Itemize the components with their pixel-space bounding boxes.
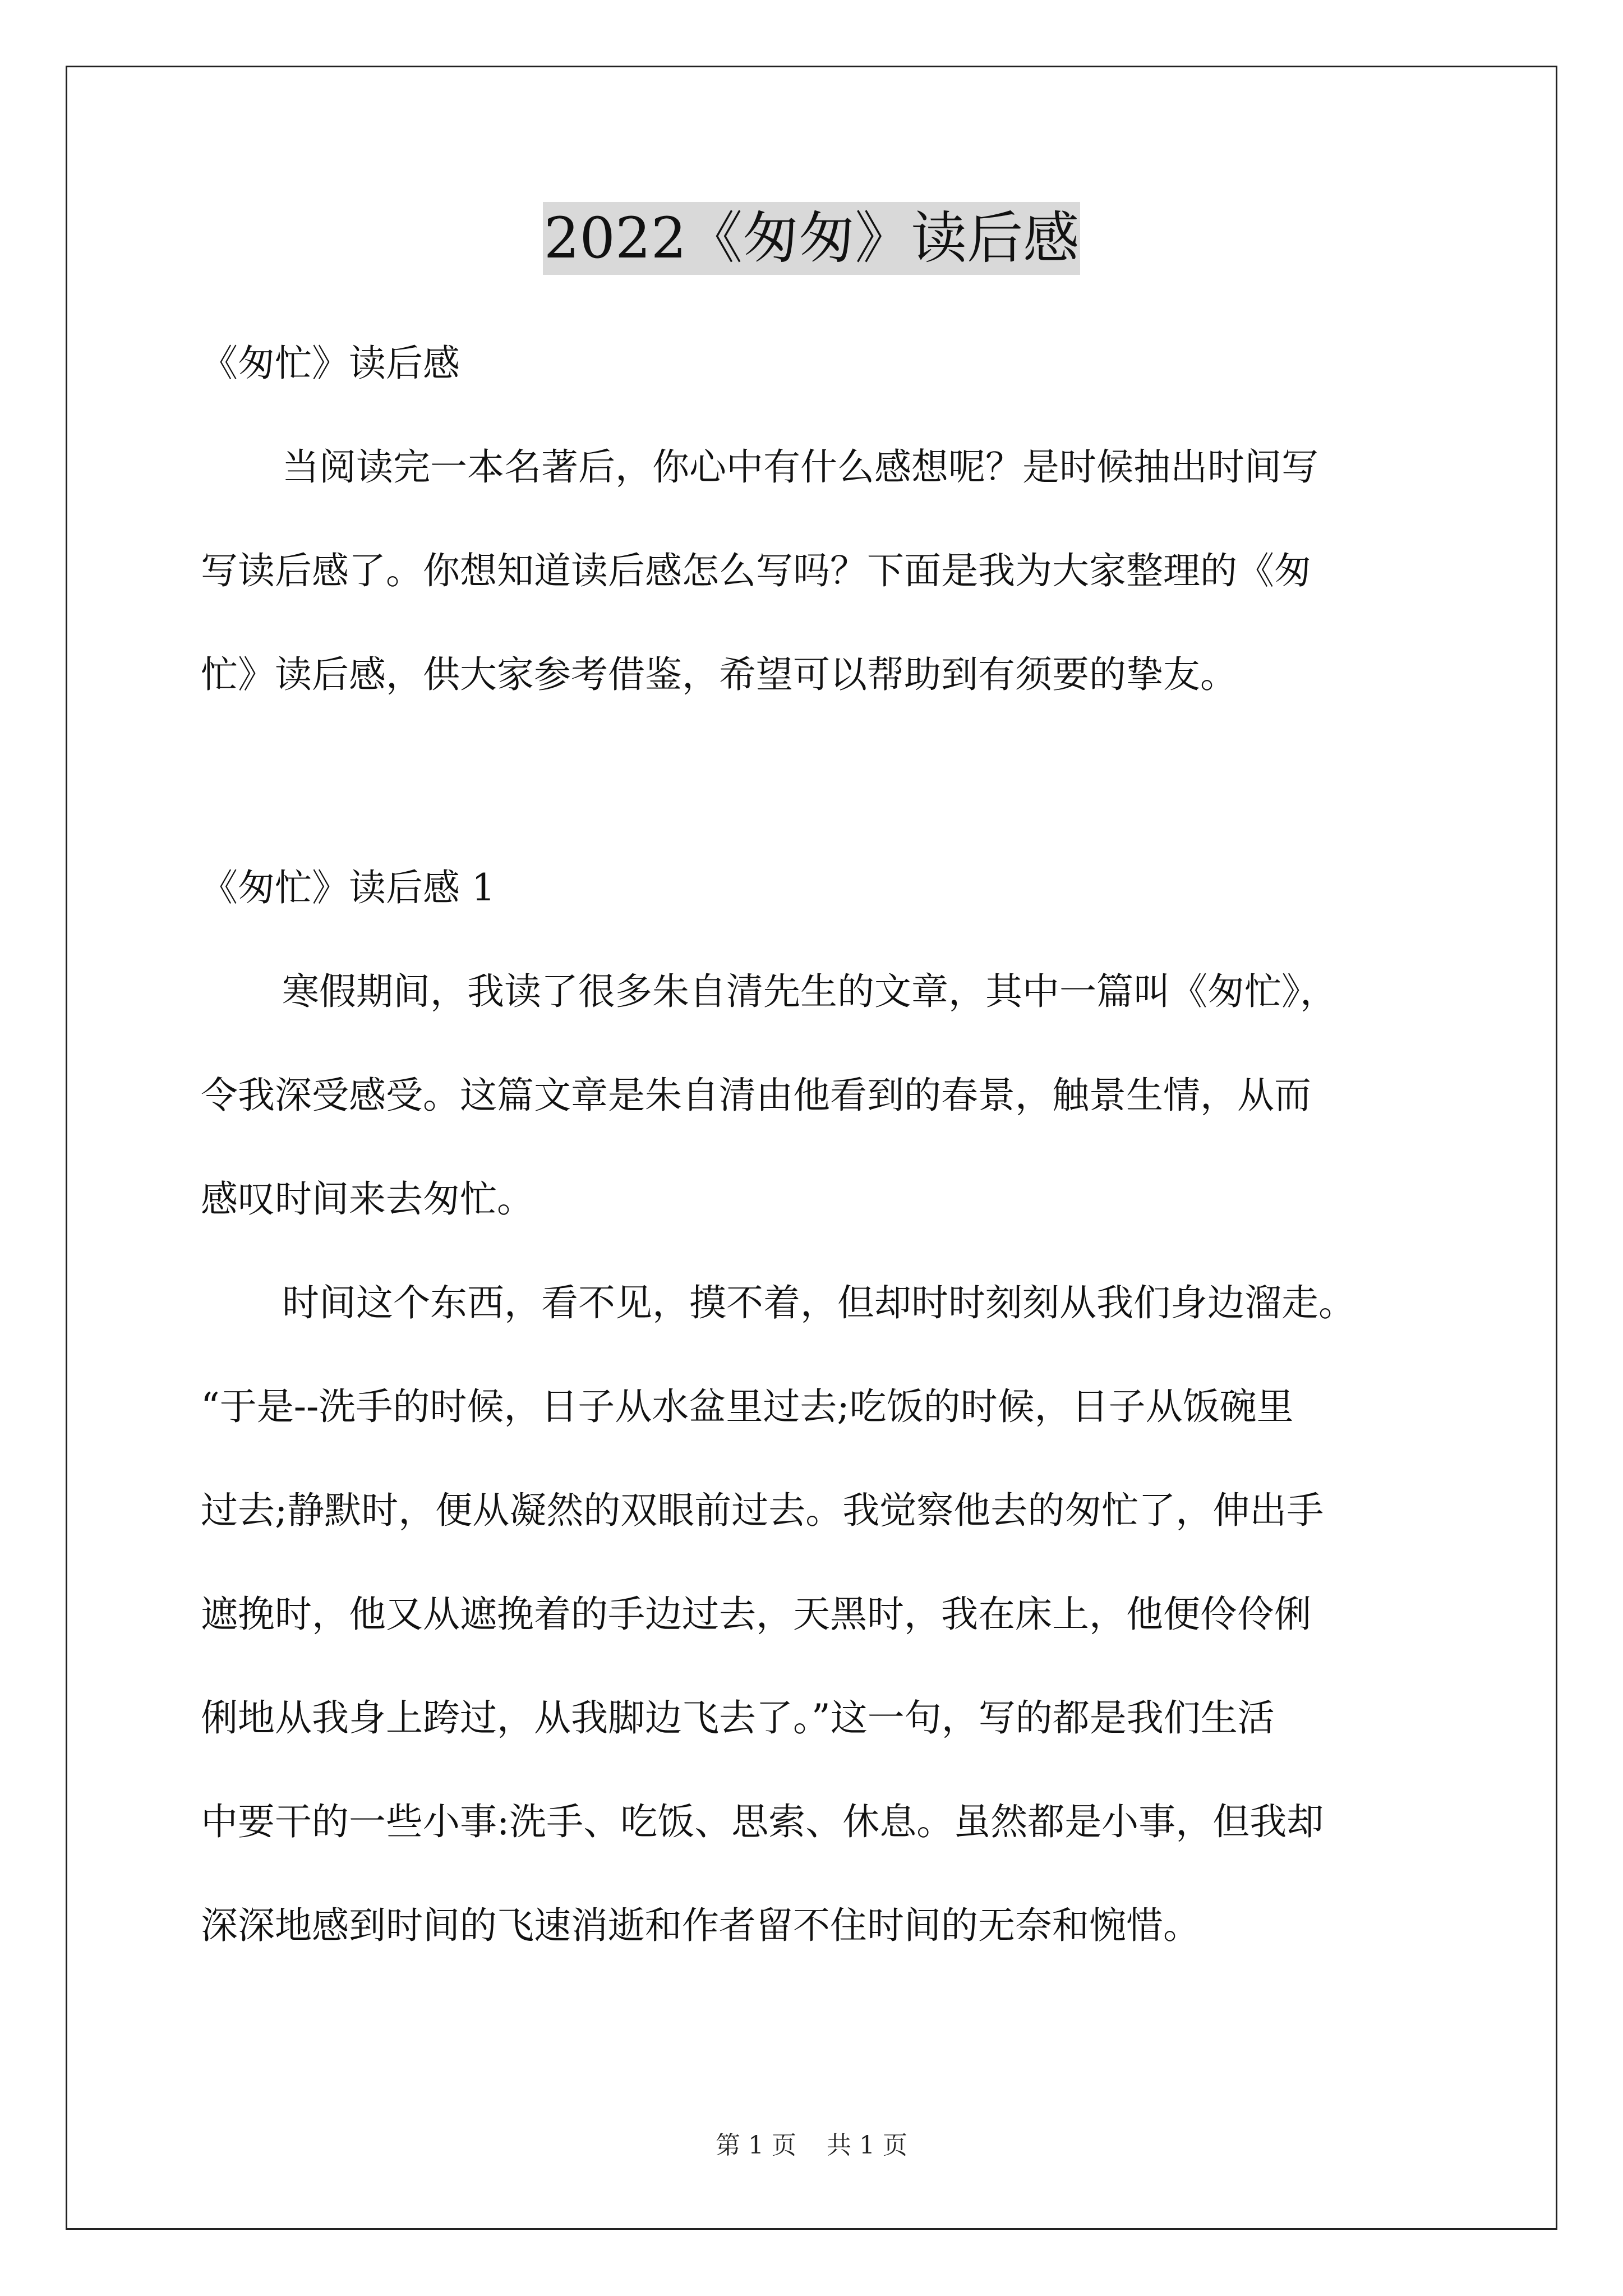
section-spacer — [201, 726, 1435, 836]
section1-heading: 《匆忙》读后感 1 — [201, 866, 495, 909]
intro-heading: 《匆忙》读后感 — [201, 342, 460, 385]
section1-paragraph-2 — [201, 1251, 1435, 1977]
text-line: 深深地感到时间的飞速消逝和作者留不住时间的无奈和惋惜。 — [201, 1904, 1200, 1947]
page-number: 第 1 页 — [716, 2131, 796, 2160]
text-line: 令我深受感受。这篇文章是朱自清由他看到的春景，触景生情，从而 — [201, 1074, 1311, 1117]
document-body — [201, 311, 1435, 1977]
total-pages: 共 1 页 — [827, 2131, 907, 2160]
text-line: 时间这个东西，看不见，摸不着，但却时时刻刻从我们身边溜走。 — [282, 1281, 1355, 1324]
text-line: 俐地从我身上跨过，从我脚边飞去了。”这一句，写的都是我们生活 — [201, 1696, 1275, 1740]
intro-paragraph — [201, 415, 1435, 726]
text-line: 寒假期间，我读了很多朱自清先生的文章，其中一篇叫《匆忙》， — [282, 970, 1337, 1013]
text-line: 遮挽时，他又从遮挽着的手边过去，天黑时，我在床上，他便伶伶俐 — [201, 1593, 1311, 1636]
text-line: 感叹时间来去匆忙。 — [201, 1177, 534, 1221]
page-footer — [0, 2129, 1623, 2162]
text-line: 写读后感了。你想知道读后感怎么写吗？下面是我为大家整理的《匆 — [201, 549, 1311, 592]
section1-paragraph-1 — [201, 940, 1435, 1251]
text-line: 过去;静默时，便从凝然的双眼前过去。我觉察他去的匆忙了，伸出手 — [201, 1489, 1324, 1532]
document-title: 2022《匆匆》读后感 — [543, 202, 1081, 275]
text-line: 当阅读完一本名著后，你心中有什么感想呢？是时候抽出时间写 — [282, 445, 1318, 489]
text-line: “于是--洗手的时候，日子从水盆里过去;吃饭的时候，日子从饭碗里 — [201, 1385, 1294, 1428]
title-container — [0, 202, 1623, 275]
text-line: 中要干的一些小事:洗手、吃饭、思索、休息。虽然都是小事，但我却 — [201, 1800, 1324, 1843]
text-line: 忙》读后感，供大家参考借鉴，希望可以帮助到有须要的挚友。 — [201, 653, 1237, 696]
